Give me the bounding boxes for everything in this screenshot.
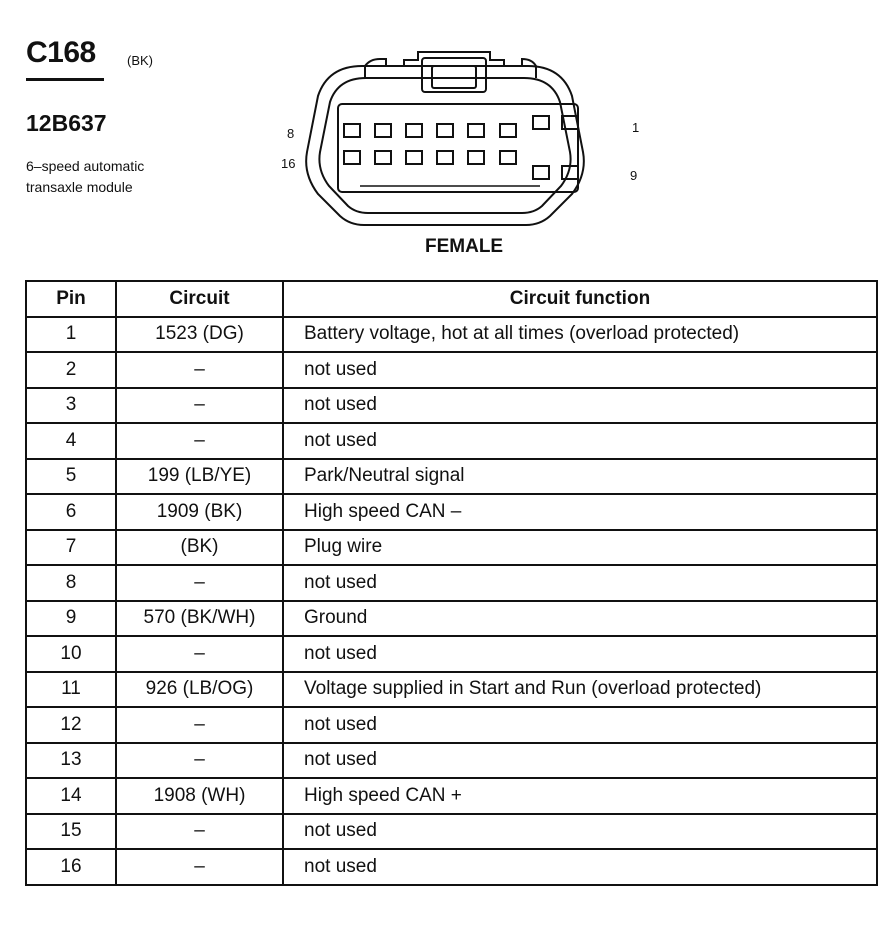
table-row: [26, 672, 877, 708]
cavity-pin-15: [375, 151, 391, 164]
function-cell: High speed CAN +: [283, 778, 877, 814]
pin-cell: 16: [26, 849, 116, 885]
table-row: [26, 601, 877, 637]
table-row: [26, 707, 877, 743]
function-cell: not used: [283, 388, 877, 424]
cavity-pin-12: [468, 151, 484, 164]
pin-cell: 14: [26, 778, 116, 814]
function-cell: not used: [283, 743, 877, 779]
table-row: [26, 352, 877, 388]
table-row: [26, 530, 877, 566]
cavity-pin-3: [500, 124, 516, 137]
circuit-cell: –: [116, 352, 283, 388]
header-circuit: Circuit: [116, 281, 283, 317]
connector-id: C168: [26, 36, 96, 69]
table-row: [26, 459, 877, 495]
part-number: 12B637: [26, 110, 107, 136]
cavity-pin-7: [375, 124, 391, 137]
cavity-pin-4: [468, 124, 484, 137]
cavity-pin-16: [344, 151, 360, 164]
pin-cell: 9: [26, 601, 116, 637]
function-cell: Voltage supplied in Start and Run (overload protected): [283, 672, 877, 708]
table-row: [26, 317, 877, 353]
circuit-cell: –: [116, 707, 283, 743]
pin-cell: 5: [26, 459, 116, 495]
circuit-cell: (BK): [116, 530, 283, 566]
function-cell: Park/Neutral signal: [283, 459, 877, 495]
table-row: [26, 636, 877, 672]
circuit-cell: –: [116, 388, 283, 424]
pin-cell: 12: [26, 707, 116, 743]
circuit-cell: –: [116, 814, 283, 850]
circuit-cell: –: [116, 423, 283, 459]
connector-face-diagram: [300, 44, 590, 234]
cavity-pin-8: [344, 124, 360, 137]
circuit-cell: –: [116, 743, 283, 779]
pin-cell: 6: [26, 494, 116, 530]
title-underline: [26, 78, 104, 81]
table-row: [26, 849, 877, 885]
function-cell: High speed CAN –: [283, 494, 877, 530]
cavity-pin-11: [500, 151, 516, 164]
function-cell: not used: [283, 565, 877, 601]
pin-cell: 15: [26, 814, 116, 850]
description-line-2: transaxle module: [26, 179, 133, 195]
circuit-cell: 1909 (BK): [116, 494, 283, 530]
pinout-table: [25, 280, 878, 886]
pin-cell: 7: [26, 530, 116, 566]
header-circuit-function: Circuit function: [283, 281, 877, 317]
function-cell: not used: [283, 352, 877, 388]
pin-label-16: 16: [281, 156, 296, 171]
circuit-cell: 1523 (DG): [116, 317, 283, 353]
connector-description: [26, 156, 226, 198]
pin-cell: 2: [26, 352, 116, 388]
pin-label-1: 1: [632, 120, 640, 135]
function-cell: Battery voltage, hot at all times (overload protected): [283, 317, 877, 353]
function-cell: not used: [283, 814, 877, 850]
cavity-pin-5: [437, 124, 453, 137]
function-cell: not used: [283, 707, 877, 743]
cavity-pin-2: [533, 116, 549, 129]
table-row: [26, 743, 877, 779]
pin-label-9: 9: [630, 168, 638, 183]
pin-label-8: 8: [287, 126, 295, 141]
circuit-cell: 926 (LB/OG): [116, 672, 283, 708]
cavity-pin-6: [406, 124, 422, 137]
connector-color-code: (BK): [127, 53, 153, 68]
description-line-1: 6–speed automatic: [26, 158, 145, 174]
pin-cell: 3: [26, 388, 116, 424]
table-row: [26, 494, 877, 530]
header-pin: Pin: [26, 281, 116, 317]
table-row: [26, 423, 877, 459]
pin-cell: 11: [26, 672, 116, 708]
pin-cell: 13: [26, 743, 116, 779]
pin-cell: 4: [26, 423, 116, 459]
function-cell: not used: [283, 849, 877, 885]
cavity-pin-10: [533, 166, 549, 179]
function-cell: not used: [283, 636, 877, 672]
circuit-cell: 199 (LB/YE): [116, 459, 283, 495]
table-header-row: [26, 281, 877, 317]
function-cell: Plug wire: [283, 530, 877, 566]
function-cell: Ground: [283, 601, 877, 637]
table-row: [26, 814, 877, 850]
cavity-pin-14: [406, 151, 422, 164]
circuit-cell: –: [116, 565, 283, 601]
table-row: [26, 388, 877, 424]
pin-cell: 8: [26, 565, 116, 601]
circuit-cell: 570 (BK/WH): [116, 601, 283, 637]
connector-outer-shell: [306, 66, 584, 225]
cavity-pin-13: [437, 151, 453, 164]
pin-cell: 1: [26, 317, 116, 353]
circuit-cell: –: [116, 636, 283, 672]
connector-gender-label: FEMALE: [425, 236, 504, 257]
circuit-cell: 1908 (WH): [116, 778, 283, 814]
pin-cell: 10: [26, 636, 116, 672]
function-cell: not used: [283, 423, 877, 459]
circuit-cell: –: [116, 849, 283, 885]
table-row: [26, 778, 877, 814]
table-row: [26, 565, 877, 601]
